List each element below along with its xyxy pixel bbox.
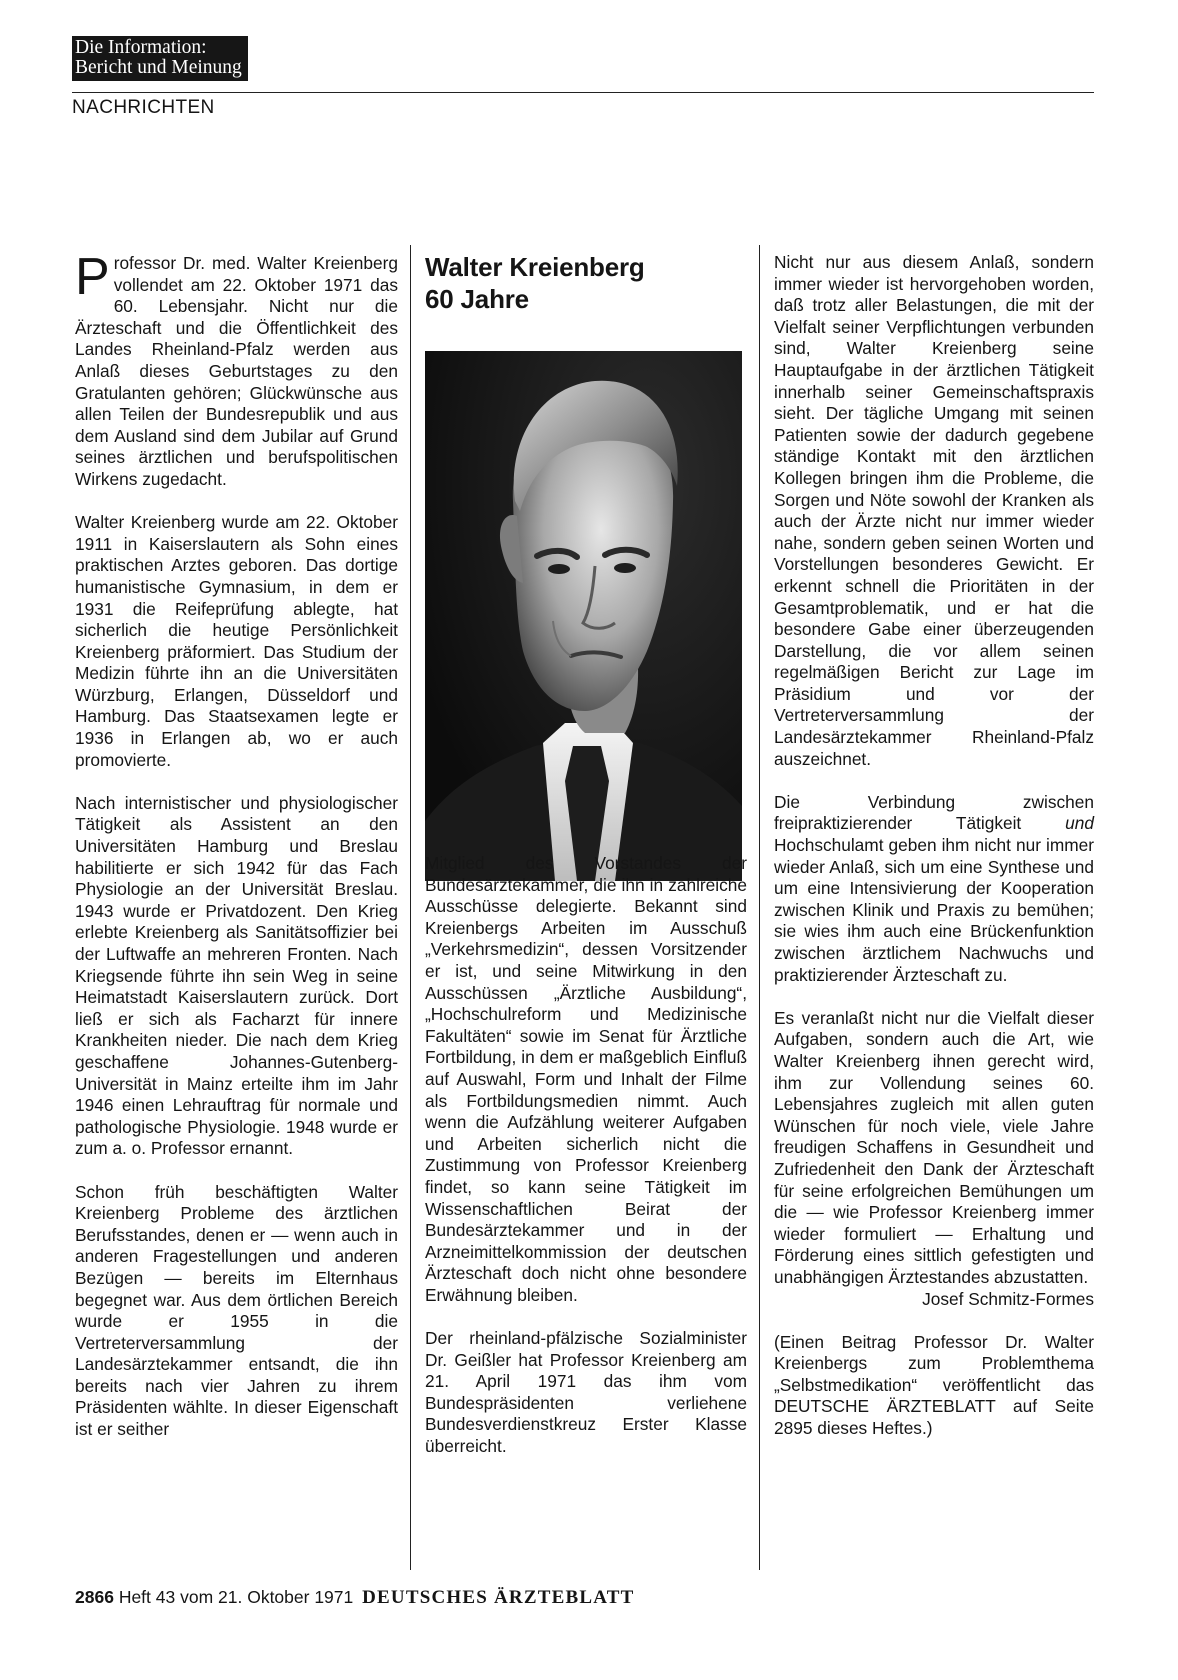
paragraph-5: Mitglied des Vorstandes der Bundesärztekammer, die ihn in zahlreiche Ausschüsse delegierte. Bekannt sind Kreienbergs Arbeiten im Ausschuß „Verkehrsmedizin“, dessen Vorsitzender er ist, und seine Mitwirkung in den Ausschüssen „Ärztliche Ausbildung“, „Hochschulreform und Medizinische Fakultäten“ sowie im Senat für Ärztliche Fortbildung, in dem er maßgeblich Einfluß auf Auswahl, Form und Inhalt der Filme als Fortbildungsmedien nimmt. Auch wenn die Aufzählung weiterer Aufgaben und Arbeiten sicherlich nicht die Zustimmung von Professor Kreienberg findet, so kann seine Tätigkeit im Wissenschaftlichen Beirat der Bundesärztekammer und in der Arzneimittelkommission der deutschen Ärzteschaft doch nicht ohne besondere Erwähnung bleiben.	[425, 853, 747, 1305]
drop-cap: P	[75, 248, 110, 306]
paragraph-2: Walter Kreienberg wurde am 22. Oktober 1911 in Kaiserslautern als Sohn eines praktischen Arztes geboren. Das dortige humanistische Gymnasium, in dem er 1931 die Reifeprüfung ablegte, hat sicherlich die heutige Persönlichkeit Kreienberg präformiert. Das Studium der Medizin führte ihn an die Universitäten Würzburg, Erlangen, Düsseldorf und Hamburg. Das Staatsexamen legte er 1936 in Erlangen ab, wo er auch promovierte.	[75, 512, 398, 770]
paragraph-1	[75, 248, 398, 491]
page-number: 2866	[75, 1587, 114, 1607]
author-signature: Josef Schmitz-Formes	[922, 1288, 1094, 1309]
emphasis: und	[1065, 813, 1094, 834]
section-label-line-2: Bericht und Meinung	[75, 57, 242, 78]
magazine-name: DEUTSCHES ÄRZTEBLATT	[362, 1587, 635, 1608]
issue-info: Heft 43 vom 21. Oktober 1971	[118, 1587, 354, 1607]
page-footer	[75, 1587, 634, 1609]
section-label-line-1: Die Information:	[75, 37, 207, 58]
paragraph-1-text: rofessor Dr. med. Walter Kreienberg vollendet am 22. Oktober 1971 das 60. Lebensjahr. Nicht nur die Ärzteschaft und die Öffentlichkeit des Landes Rheinland-Pfalz werden aus Anlaß dieses Geburtstages zu den Gratulanten gehören; Glückwünsche aus allen Teilen der Bundesrepublik und aus dem Ausland sind dem Jubilar auf Grund seines ärztlichen und berufspolitischen Wirkens zugedacht.	[75, 253, 398, 489]
article-column-2	[425, 853, 747, 1458]
paragraph-9: Es veranlaßt nicht nur die Vielfalt dieser Aufgaben, sondern auch die Art, wie Walter Kreienberg ihnen gerecht wird, ihm zur Vollendung seines 60. Lebensjahres zugleich mit allen guten Wünschen für noch viele, viele Jahre freudigen Schaffens in Gesundheit und Zufriedenheit den Dank der Ärzteschaft für seine erfolgreichen Bemühungen um die — wie Professor Kreienberg immer wieder formuliert — Erhaltung und Förderung eines sittlich gefestigten und unabhängigen Ärztestandes abzustatten.	[774, 1007, 1094, 1287]
article-column-1	[75, 248, 398, 1441]
paragraph-8: Die Verbindung zwischen freipraktizierender Tätigkeit und Hochschulamt geben ihm nicht nur immer wieder Anlaß, sich um eine Synthese und um eine Intensivierung der Kooperation zwischen Klinik und Praxis zu bemühen; sie wies ihm auch eine Brückenfunktion zwischen ärztlichem Nachwuchs und praktizierender Ärzteschaft zu.	[774, 791, 1094, 985]
paragraph-4: Schon früh beschäftigten Walter Kreienberg Probleme des ärztlichen Berufsstandes, denen er — wenn auch in anderen Fragestellungen und anderen Bezügen — bereits im Elternhaus begegnet war. Aus dem örtlichen Bereich wurde er 1955 in die Vertreterversammlung der Landesärztekammer entsandt, die ihn bereits nach vier Jahren zu ihrem Präsidenten wählte. In dieser Eigenschaft ist er seither	[75, 1181, 398, 1440]
section-label-box	[72, 36, 248, 81]
title-line-1: Walter Kreienberg	[425, 252, 645, 282]
article-title	[425, 251, 747, 315]
section-name: NACHRICHTEN	[72, 97, 215, 118]
column-rule-left	[410, 245, 411, 1570]
editor-note: (Einen Beitrag Professor Dr. Walter Kreienbergs zum Problemthema „Selbstmedikation“ veröffentlicht das DEUTSCHE ÄRZTEBLATT auf Seite 2895 dieses Heftes.)	[774, 1331, 1094, 1439]
paragraph-6: Der rheinland-pfälzische Sozialminister Dr. Geißler hat Professor Kreienberg am 21. April 1971 das ihm vom Bundespräsidenten verliehene Bundesverdienstkreuz Erster Klasse überreicht.	[425, 1328, 747, 1457]
portrait-photo	[425, 351, 742, 881]
article-column-3	[774, 252, 1094, 1440]
paragraph-3: Nach internistischer und physiologischer Tätigkeit als Assistent an den Universitäten Hamburg und Breslau habilitierte er sich 1942 für das Fach Physiologie an der Universität Breslau. 1943 wurde er Privatdozent. Den Krieg erlebte Kreienberg als Sanitätsoffizier bei der Luftwaffe an mehreren Fronten. Nach Kriegsende führte ihn sein Weg in seine Heimatstadt Kaiserslautern zurück. Dort ließ er sich als Facharzt für innere Krankheiten nieder. Die nach dem Krieg geschaffene Johannes-Gutenberg-Universität in Mainz erteilte ihm im Jahr 1946 einen Lehrauftrag für normale und pathologische Physiologie. 1948 wurde er zum a. o. Professor ernannt.	[75, 792, 398, 1159]
paragraph-7: Nicht nur aus diesem Anlaß, sondern immer wieder ist hervorgehoben worden, daß trotz aller Belastungen, die mit der Vielfalt seiner Verpflichtungen verbunden sind, Walter Kreienberg seine Hauptaufgabe in der ärztlichen Tätigkeit innerhalb seiner Gemeinschaftspraxis sieht. Der tägliche Umgang mit seinen Patienten sowie der dadurch gegebene ständige Kontakt mit den ärztlichen Kollegen bringen ihm die Probleme, die Sorgen und Nöte sowohl der Kranken als auch der Ärzte nicht nur immer wieder nahe, sondern geben seinen Worten und Vorstellungen besonderes Gewicht. Er erkennt schnell die Prioritäten in der Gesamtproblematik, und er hat die besondere Gabe einer überzeugenden Darstellung, die vor allem seinen regelmäßigen Bericht zur Lage im Präsidium und vor der Vertreterversammlung der Landesärztekammer Rheinland-Pfalz auszeichnet.	[774, 252, 1094, 769]
header-rule	[72, 92, 1094, 93]
title-line-2: 60 Jahre	[425, 284, 529, 314]
column-rule-right	[759, 245, 760, 1570]
portrait-image	[425, 351, 742, 881]
